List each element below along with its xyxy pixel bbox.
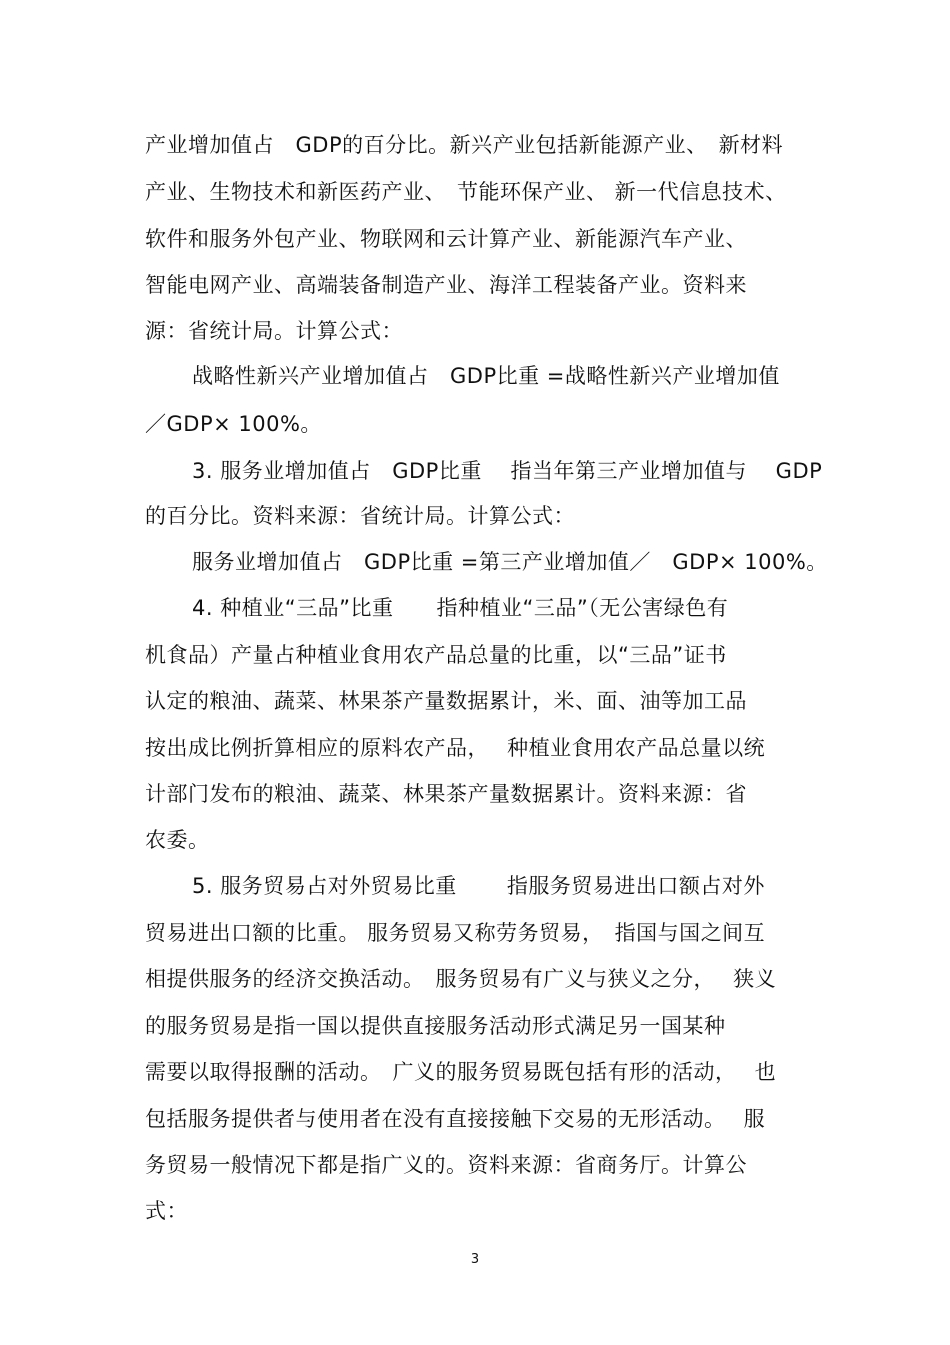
- text-line-8: 3. 服务业增加值占 GDP比重 指当年第三产业增加值与 GDP: [192, 459, 823, 483]
- text-line-15: 计部门发布的粮油、蔬菜、林果茶产量数据累计。资料来源：省: [145, 782, 747, 806]
- text-line-22: 包括服务提供者与使用者在没有直接接触下交易的无形活动。 服: [145, 1107, 766, 1131]
- text-line-14: 按出成比例折算相应的原料农产品， 种植业食用农产品总量以统: [145, 736, 766, 760]
- text-line-11: 4. 种植业“三品”比重 指种植业“三品”（无公害绿色有: [192, 596, 729, 620]
- text-line-9: 的百分比。资料来源：省统计局。计算公式：: [145, 504, 575, 528]
- text-line-20: 的服务贸易是指一国以提供直接服务活动形式满足另一国某种: [145, 1014, 726, 1038]
- page-number: 3: [470, 1252, 480, 1267]
- text-line-12: 机食品）产量占种植业食用农产品总量的比重，以“三品”证书: [145, 643, 727, 667]
- text-line-7: ／GDP× 100%。: [145, 412, 322, 436]
- text-line-21: 需要以取得报酬的活动。 广义的服务贸易既包括有形的活动， 也: [145, 1060, 777, 1084]
- text-line-2: 产业、生物技术和新医药产业、 节能环保产业、 新一代信息技术、: [145, 180, 787, 204]
- text-line-19: 相提供服务的经济交换活动。 服务贸易有广义与狭义之分， 狭义: [145, 967, 777, 991]
- text-line-13: 认定的粮油、蔬菜、林果茶产量数据累计，米、面、油等加工品: [145, 689, 747, 713]
- text-line-23: 务贸易一般情况下都是指广义的。资料来源：省商务厅。计算公: [145, 1153, 747, 1177]
- text-line-4: 智能电网产业、高端装备制造产业、海洋工程装备产业。资料来: [145, 273, 747, 297]
- text-line-16: 农委。: [145, 828, 210, 852]
- text-line-24: 式：: [145, 1199, 188, 1223]
- text-line-1: 产业增加值占 GDP的百分比。新兴产业包括新能源产业、 新材料: [145, 133, 784, 157]
- text-line-5: 源：省统计局。计算公式：: [145, 319, 403, 343]
- text-line-6: 战略性新兴产业增加值占 GDP比重 =战略性新兴产业增加值: [192, 364, 780, 388]
- text-line-18: 贸易进出口额的比重。 服务贸易又称劳务贸易， 指国与国之间互: [145, 921, 766, 945]
- text-line-3: 软件和服务外包产业、物联网和云计算产业、新能源汽车产业、: [145, 227, 747, 251]
- text-line-17: 5. 服务贸易占对外贸易比重 指服务贸易进出口额占对外: [192, 874, 765, 898]
- text-line-10: 服务业增加值占 GDP比重 =第三产业增加值／ GDP× 100%。: [192, 550, 828, 574]
